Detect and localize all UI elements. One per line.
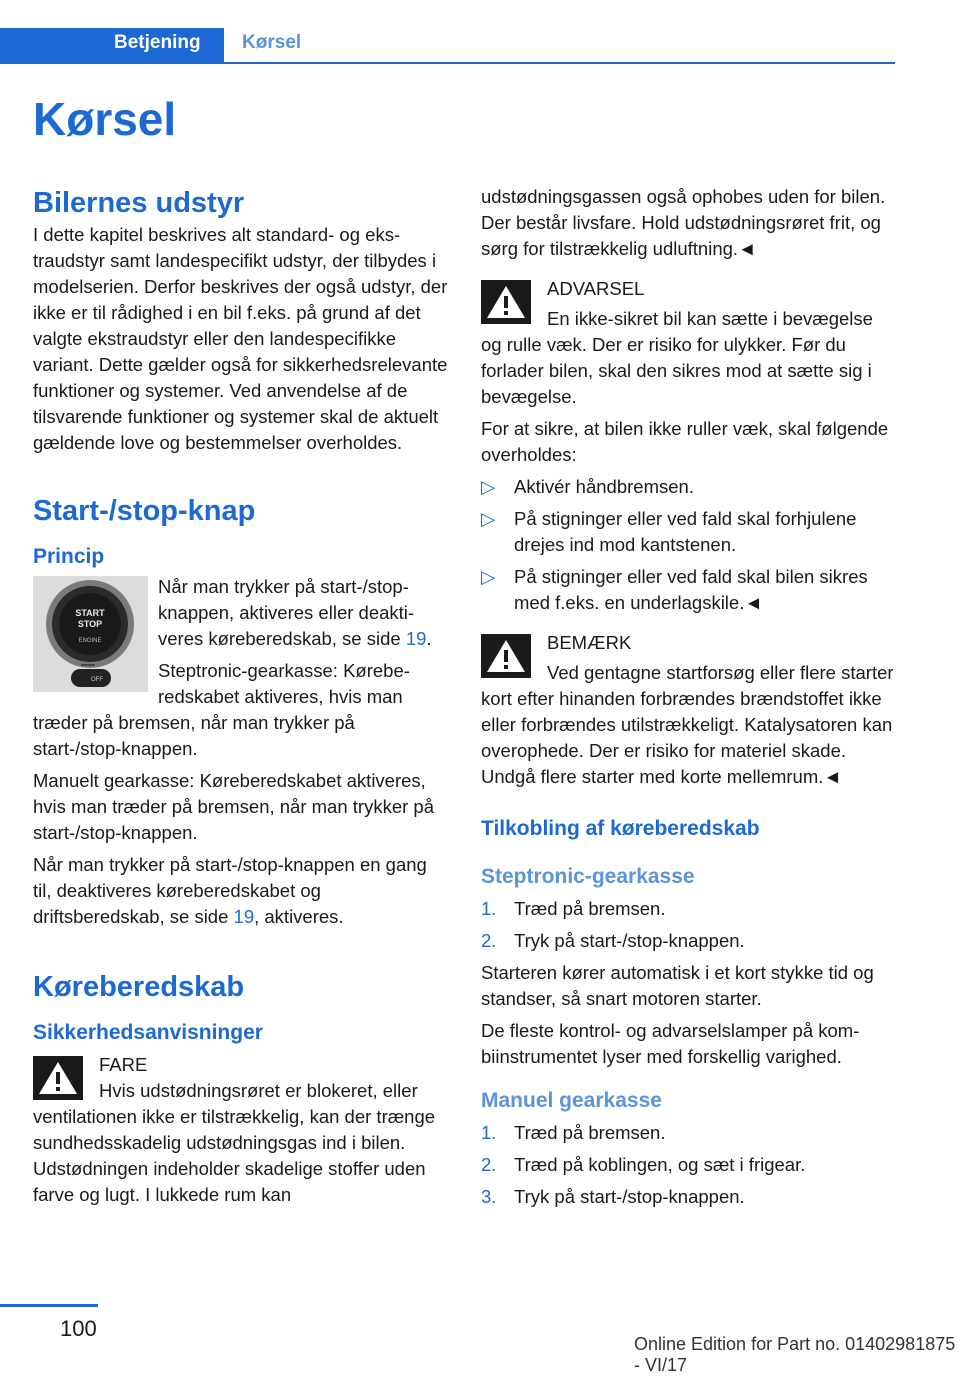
list-item: ▷ Aktivér håndbremsen. xyxy=(481,474,896,500)
heading-manual: Manuel gearkasse xyxy=(481,1089,662,1112)
warning-advarsel xyxy=(481,276,896,410)
heading-safety: Sikkerhedsanvisninger xyxy=(33,1021,263,1044)
page-link-19b[interactable]: 19 xyxy=(233,906,255,927)
list-item: 1. Træd på bremsen. xyxy=(481,1122,666,1143)
paragraph-secure: For at sikre, at bilen ikke ruller væk, skal følgende overholdes: xyxy=(481,418,889,465)
list-item: ▷ På stigninger eller ved fald skal bilen sikres med f.eks. en underlagskile.◄ xyxy=(481,566,868,613)
paragraph-equipment: I dette kapitel beskrives alt standard- og ekstraudstyr samt landespecifikt udstyr, der tilbydes i modelserien. Derfor beskrives der også udstyr, der ikke er til rådighed i en bil f.eks. på grund af det valgte ekstraudstyr eller den landespecifikke variant. Dette gælder også for sikkerhedsrelevante funktioner og systemer. Ved anvendelse af de tilsvarende funktioner og systemer skal de aktuelt gældende love og bestemmelser overholdes. xyxy=(33,224,448,453)
heading-equipment: Bilernes udstyr xyxy=(33,187,245,219)
img-label-engine: ENGINE xyxy=(78,638,102,644)
warning-bemaerk-text: Ved gentagne startforsøg eller flere starter kort efter hinanden forbrændes brændstoffet ikke eller forbrændes utilstrækkeligt. Katalysatoren kan overophede. Der er risiko for materiel skade. Undgå flere starter med korte mellemrum.◄ xyxy=(481,662,894,787)
heading-steptronic: Steptronic-gearkasse xyxy=(481,865,695,888)
bullet-marker-icon: ▷ xyxy=(481,566,496,587)
bullet-marker-icon: ▷ xyxy=(481,508,496,529)
warning-triangle-icon xyxy=(33,1056,83,1100)
warning-triangle-icon xyxy=(481,280,531,324)
list-item: 1. Træd på bremsen. xyxy=(481,898,666,919)
tab-betjening[interactable]: Betjening xyxy=(0,28,224,62)
paragraph-principle: Når man trykker på start-/stop-knappen, aktiveres eller deaktiveres køreberedskab, se side 19. xyxy=(158,576,432,649)
warning-bemaerk-title: BEMÆRK xyxy=(547,632,632,653)
heading-principle: Princip xyxy=(33,545,105,568)
warning-advarsel-text: En ikke-sikret bil kan sætte i bevægelse og rulle væk. Der er risiko for ulykker. Før du forlader bilen, skal den sikres mod at sætte sig i bevægelse. xyxy=(481,308,873,407)
chapter-title: Kørsel xyxy=(33,93,177,145)
warning-triangle-icon xyxy=(481,634,531,678)
list-item: 3. Tryk på start-/stop-knappen. xyxy=(481,1186,745,1207)
left-column xyxy=(33,186,448,1214)
start-stop-button-image xyxy=(33,576,148,692)
right-column xyxy=(481,184,896,1216)
img-label-off: OFF xyxy=(91,677,103,683)
warning-danger xyxy=(33,1052,448,1208)
paragraph-lamps: De fleste kontrol- og advarselslamper på kombiinstrumentet lyser med forskellig varighed. xyxy=(481,1020,860,1067)
tab-korsel[interactable]: Kørsel xyxy=(242,32,302,53)
heading-start-stop: Start-/stop-knap xyxy=(33,495,256,527)
list-item: 2. Tryk på start-/stop-knappen. xyxy=(481,930,745,951)
page-number: 100 xyxy=(60,1316,97,1341)
paragraph-steptronic: Steptronic-gearkasse: Køreberedskabet aktiveres, hvis man træder på bremsen, når man trykker på start-/stop-knappen. xyxy=(33,660,410,759)
warning-danger-text: Hvis udstødningsrøret er blokeret, eller ventilationen ikke er tilstrækkelig, kan der trænge sundhedsskadelig udstødningsgas ind i bilen. Udstødningen indeholder skadelige stoffer uden farve og lugt. I lukkede rum kan xyxy=(33,1080,436,1205)
warning-bemaerk xyxy=(481,630,896,790)
edition-note: Online Edition for Part no. 01402981875 - VI/17 xyxy=(634,1334,956,1375)
list-item: ▷ På stigninger eller ved fald skal forhjulene drejes ind mod kantstenen. xyxy=(481,508,857,555)
paragraph-continued: udstødningsgassen også ophobes uden for bilen. Der består livsfare. Hold udstødningsrøret frit, og sørg for tilstrækkelig udluftning.◄ xyxy=(481,186,886,259)
heading-ready: Køreberedskab xyxy=(33,971,245,1003)
img-label-stop: STOP xyxy=(77,619,103,629)
list-item: 2. Træd på koblingen, og sæt i frigear. xyxy=(481,1154,806,1175)
bullet-marker-icon: ▷ xyxy=(481,476,496,497)
start-stop-button-icon xyxy=(33,576,148,692)
paragraph-starter: Starteren kører automatisk i et kort stykke tid og standser, så snart motoren starter. xyxy=(481,962,874,1009)
paragraph-again: Når man trykker på start-/stop-knappen en gang til, deaktiveres køreberedskabet og driftsberedskab, se side 19, aktiveres. xyxy=(33,854,427,927)
warning-advarsel-title: ADVARSEL xyxy=(547,278,645,299)
footer-rule xyxy=(0,1304,98,1307)
page-link-19[interactable]: 19 xyxy=(405,628,427,649)
img-label-start: START xyxy=(75,608,105,618)
heading-activate: Tilkobling af køreberedskab xyxy=(481,817,760,840)
warning-danger-title: FARE xyxy=(99,1054,148,1075)
section-tabs xyxy=(0,28,895,64)
paragraph-manual: Manuelt gearkasse: Køreberedskabet aktiveres, hvis man træder på bremsen, når man trykker på start-/stop-knappen. xyxy=(33,770,434,843)
